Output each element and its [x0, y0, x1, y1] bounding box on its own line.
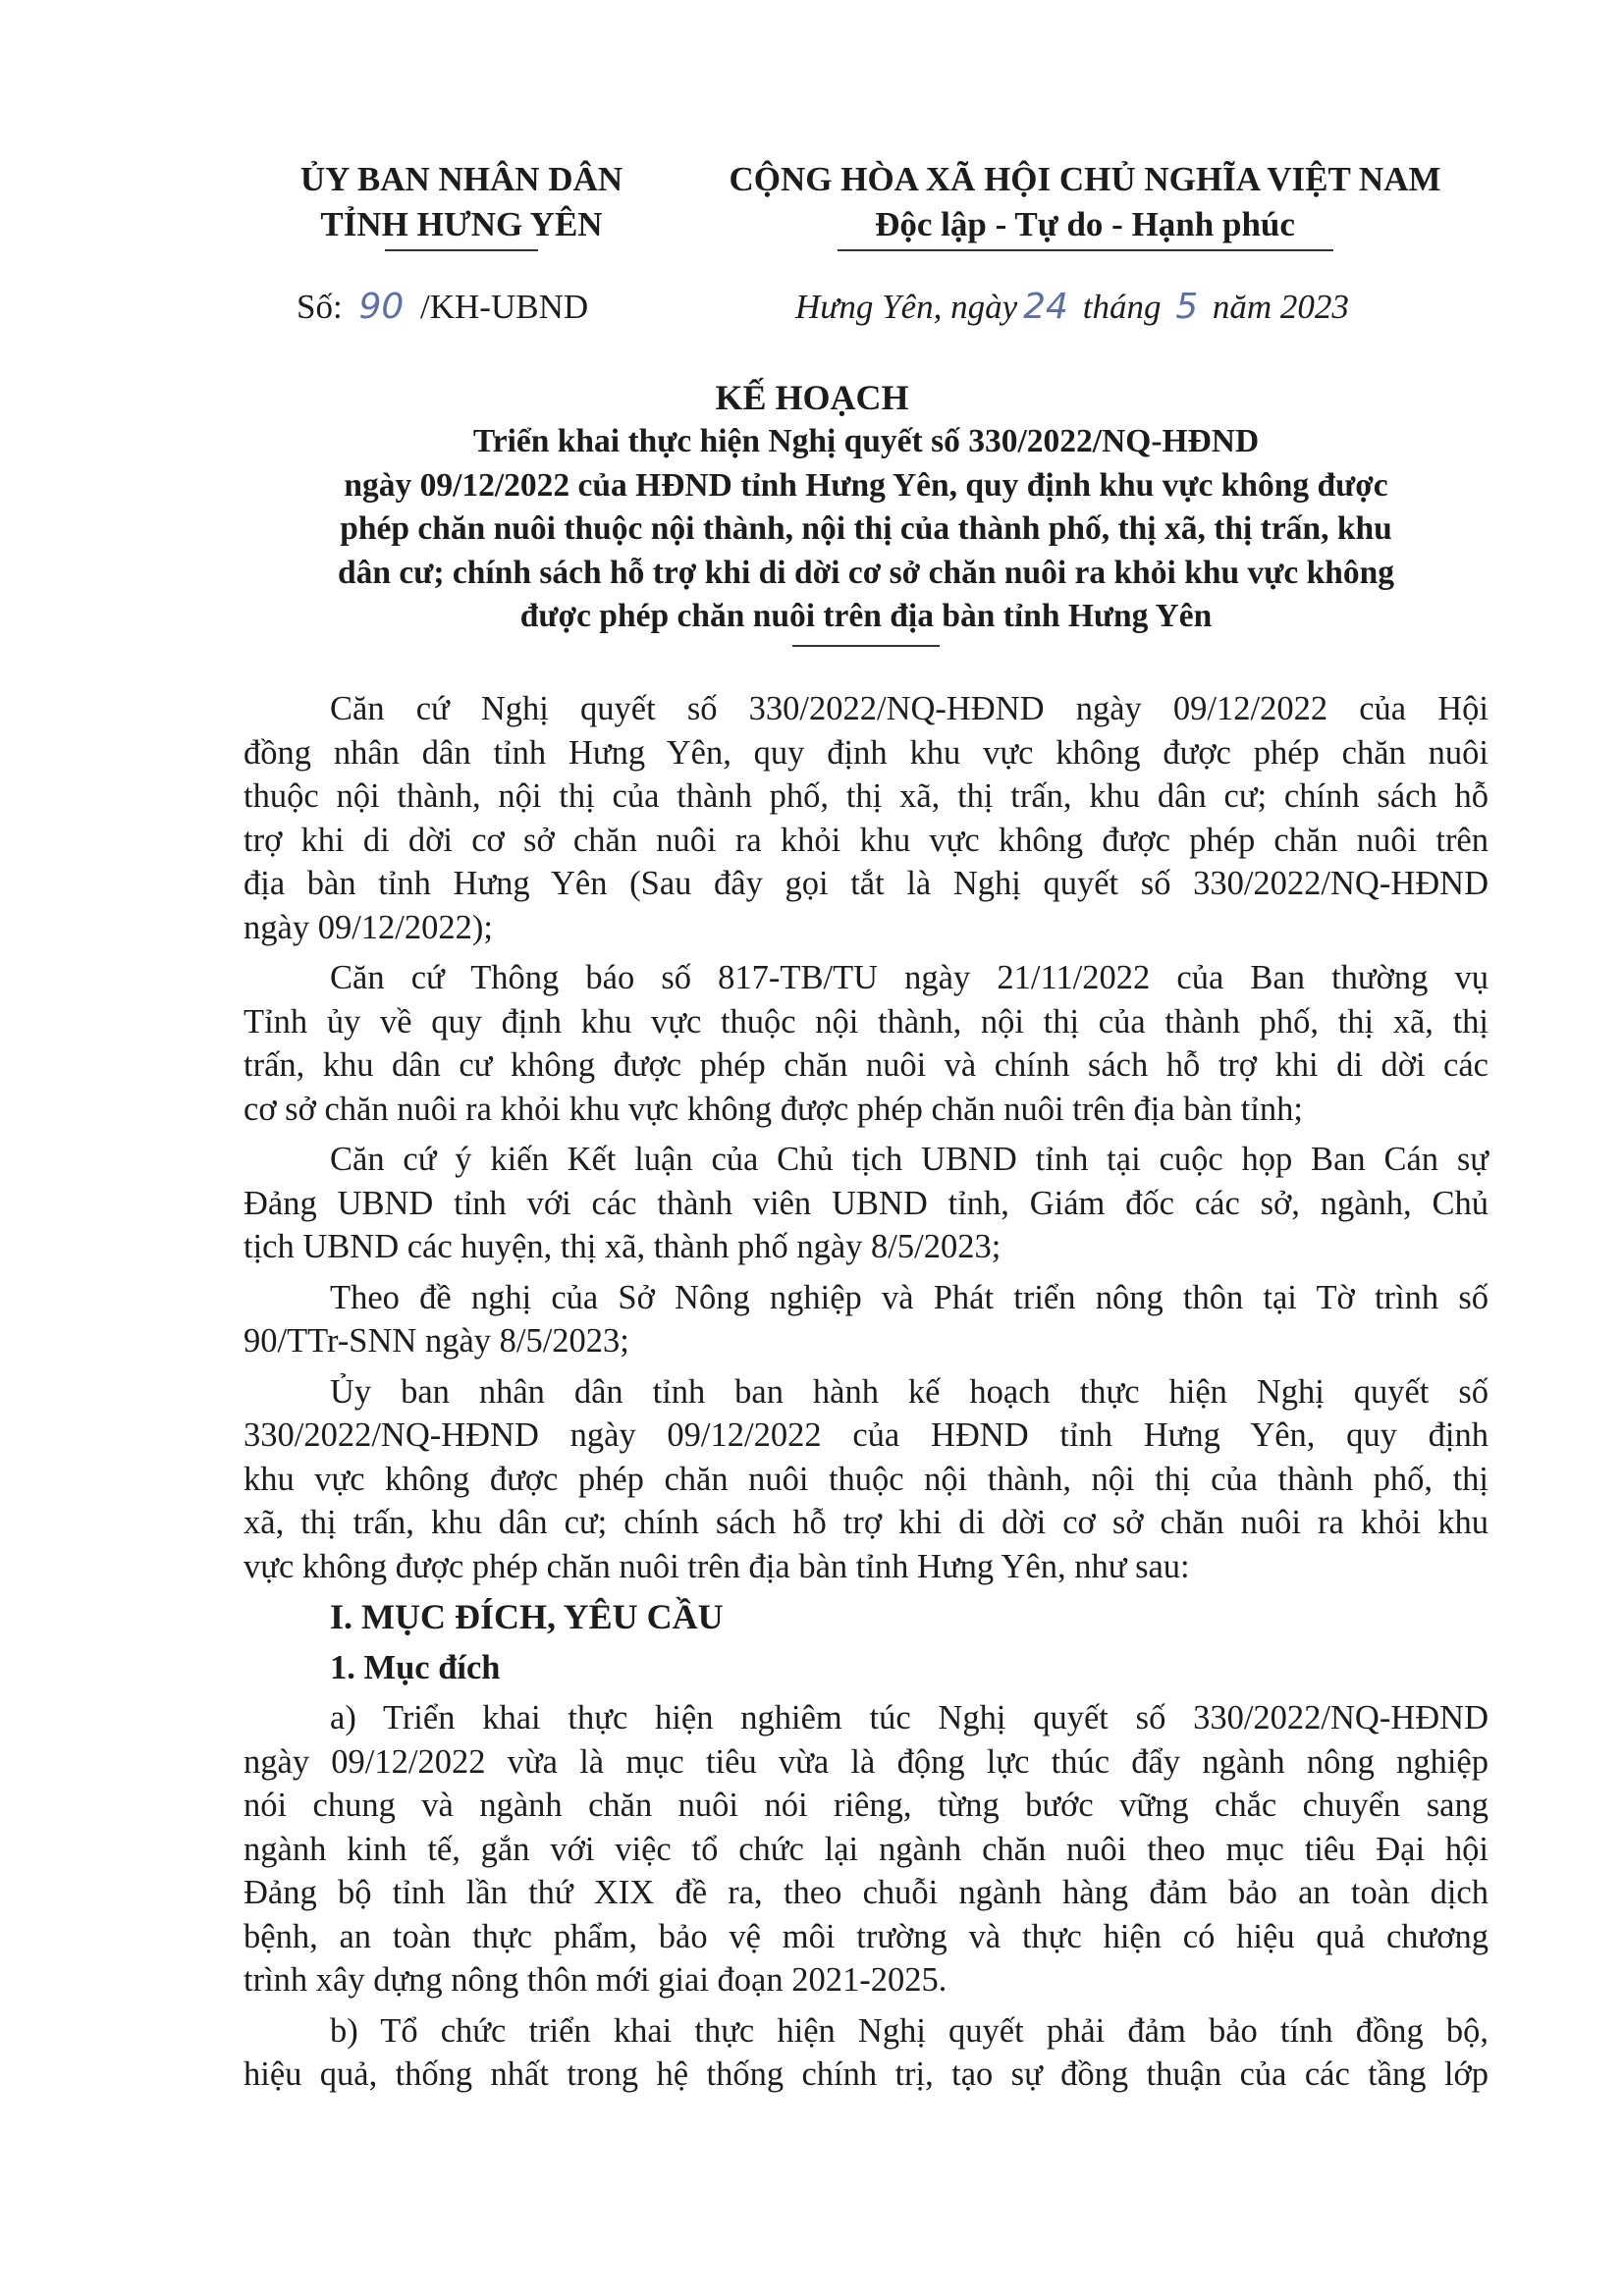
paragraph-purpose-b: [244, 2009, 1489, 2097]
text-line: Tỉnh ủy về quy định khu vực thuộc nội thành, nội thị của thành phố, thị xã, thị: [244, 1002, 1489, 1041]
text-line: trợ khi di dời cơ sở chăn nuôi ra khỏi khu vực không được phép chăn nuôi trên: [244, 821, 1489, 859]
text-line: Căn cứ Nghị quyết số 330/2022/NQ-HĐND ngày 09/12/2022 của Hội: [330, 690, 1489, 727]
agency-line-2: TỈNH HƯNG YÊN: [320, 205, 603, 243]
paragraph-proposal: [244, 1276, 1489, 1363]
text-line: nói chung và ngành chăn nuôi nói riêng, từng bước vững chắc chuyển sang: [244, 1787, 1489, 1824]
number-handwritten: 90: [358, 287, 405, 327]
title-underline: [792, 645, 940, 647]
document-date: [795, 287, 1349, 327]
paragraph-purpose-a: [244, 1696, 1489, 2002]
text-line: khu vực không được phép chăn nuôi thuộc nội thành, nội thị của thành phố, thị: [244, 1460, 1489, 1498]
paragraph-legal-basis-2: [244, 956, 1489, 1131]
paragraph-legal-basis-1: [244, 687, 1489, 949]
text-line: cơ sở chăn nuôi ra khỏi khu vực không được phép chăn nuôi trên địa bàn tỉnh;: [244, 1090, 1303, 1128]
agency-line-1: ỦY BAN NHÂN DÂN: [299, 160, 623, 198]
text-line: Ủy ban nhân dân tỉnh ban hành kế hoạch thực hiện Nghị quyết số: [330, 1372, 1489, 1411]
text-line: 90/TTr-SNN ngày 8/5/2023;: [244, 1322, 629, 1360]
national-motto: [687, 157, 1483, 251]
text-line: ngày 09/12/2022 vừa là mục tiêu vừa là động lực thúc đẩy ngành nông nghiệp: [244, 1742, 1489, 1781]
document-title: KẾ HOẠCH: [715, 378, 909, 417]
text-line: trình xây dựng nông thôn mới giai đoạn 2021-2025.: [244, 1961, 947, 1999]
document-number: [297, 287, 588, 327]
text-line: Đảng UBND tỉnh với các thành viên UBND tỉnh, Giám đốc các sở, ngành, Chủ: [244, 1184, 1489, 1222]
text-line: bệnh, an toàn thực phẩm, bảo vệ môi trường và thực hiện có hiệu quả chương: [244, 1917, 1489, 1955]
agency-underline: [385, 249, 538, 251]
text-line: Đảng bộ tỉnh lần thứ XIX đề ra, theo chuỗi ngành hàng đảm bảo an toàn dịch: [244, 1874, 1489, 1911]
text-line: Theo đề nghị của Sở Nông nghiệp và Phát triển nông thôn tại Tờ trình số: [330, 1278, 1489, 1316]
text-line: thuộc nội thành, nội thị của thành phố, thị xã, thị trấn, khu dân cư; chính sách hỗ: [244, 777, 1489, 815]
text-line: tịch UBND các huyện, thị xã, thành phố ngày 8/5/2023;: [244, 1228, 1001, 1265]
subtitle-line: được phép chăn nuôi trên địa bàn tỉnh Hưng Yên: [519, 598, 1213, 634]
paragraph-legal-basis-3: [244, 1138, 1489, 1269]
text-line: a) Triển khai thực hiện nghiêm túc Nghị quyết số 330/2022/NQ-HĐND: [330, 1699, 1489, 1736]
text-line: 330/2022/NQ-HĐND ngày 09/12/2022 của HĐND tỉnh Hưng Yên, quy định: [244, 1416, 1489, 1454]
date-month: 5: [1175, 287, 1199, 327]
text-line: ngày 09/12/2022);: [244, 908, 493, 946]
section-heading: I. MỤC ĐÍCH, YÊU CẦU: [330, 1597, 724, 1636]
issuing-agency: [265, 157, 658, 251]
number-prefix: Số:: [297, 288, 343, 326]
text-line: trấn, khu dân cư không được phép chăn nuôi và chính sách hỗ trợ khi di dời các: [244, 1046, 1489, 1084]
motto-underline: [838, 249, 1333, 251]
text-line: Căn cứ ý kiến Kết luận của Chủ tịch UBND tỉnh tại cuộc họp Ban Cán sự: [330, 1141, 1489, 1178]
nation-line-1: CỘNG HÒA XÃ HỘI CHỦ NGHĨA VIỆT NAM: [729, 160, 1441, 198]
text-line: đồng nhân dân tỉnh Hưng Yên, quy định khu vực không được phép chăn nuôi: [244, 733, 1489, 772]
subsection-heading: 1. Mục đích: [330, 1648, 501, 1686]
nation-line-2: Độc lập - Tự do - Hạnh phúc: [875, 205, 1295, 243]
document-subtitle: [244, 420, 1489, 647]
number-suffix: /KH-UBND: [420, 288, 589, 326]
subtitle-line: phép chăn nuôi thuộc nội thành, nội thị của thành phố, thị xã, thị trấn, khu: [340, 510, 1392, 547]
date-day: 24: [1023, 287, 1068, 327]
subtitle-line: Triển khai thực hiện Nghị quyết số 330/2022/NQ-HĐND: [472, 423, 1260, 459]
date-month-label: tháng: [1082, 288, 1162, 326]
text-line: b) Tổ chức triển khai thực hiện Nghị quyết phải đảm bảo tính đồng bộ,: [330, 2011, 1489, 2050]
paragraph-issuance: [244, 1370, 1489, 1589]
text-line: ngành kinh tế, gắn với việc tổ chức lại ngành chăn nuôi theo mục tiêu Đại hội: [244, 1830, 1489, 1868]
text-line: xã, thị trấn, khu dân cư; chính sách hỗ trợ khi di dời cơ sở chăn nuôi ra khỏi khu: [244, 1504, 1489, 1541]
document-body: [244, 687, 1489, 2104]
subtitle-line: dân cư; chính sách hỗ trợ khi di dời cơ sở chăn nuôi ra khỏi khu vực không: [338, 554, 1394, 591]
date-place: Hưng Yên, ngày: [795, 288, 1018, 326]
subtitle-line: ngày 09/12/2022 của HĐND tỉnh Hưng Yên, quy định khu vực không được: [344, 466, 1388, 504]
text-line: hiệu quả, thống nhất trong hệ thống chính trị, tạo sự đồng thuận của các tầng lớp: [244, 2056, 1489, 2093]
text-line: Căn cứ Thông báo số 817-TB/TU ngày 21/11/2022 của Ban thường vụ: [330, 959, 1489, 996]
date-year: năm 2023: [1212, 288, 1349, 326]
text-line: vực không được phép chăn nuôi trên địa bàn tỉnh Hưng Yên, như sau:: [244, 1547, 1190, 1585]
text-line: địa bàn tỉnh Hưng Yên (Sau đây gọi tắt là Nghị quyết số 330/2022/NQ-HĐND: [244, 865, 1489, 902]
